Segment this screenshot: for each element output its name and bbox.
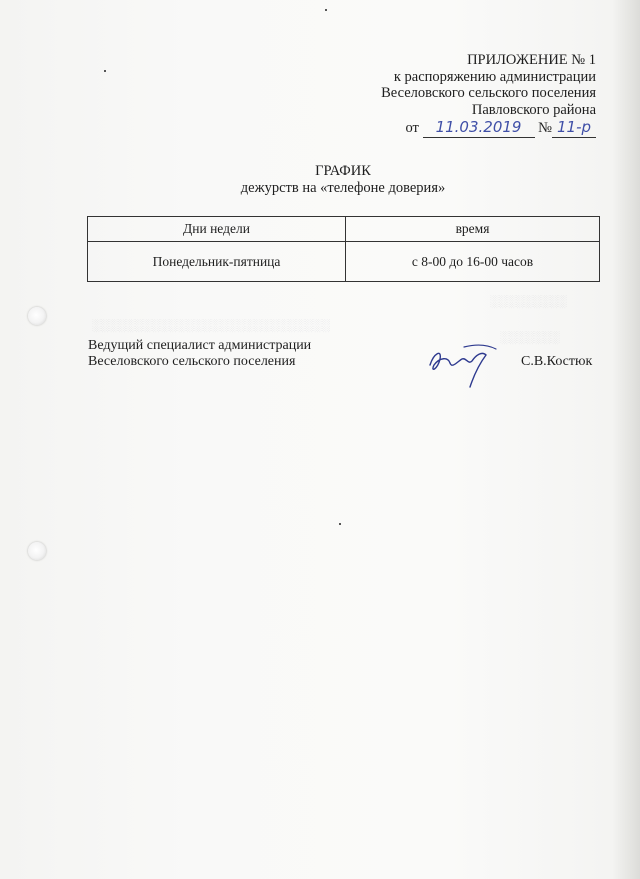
number-prefix: № — [538, 120, 552, 136]
schedule-table — [87, 216, 600, 282]
signatory-position — [88, 338, 311, 370]
appendix-header — [381, 52, 596, 138]
cell-time: с 8-00 до 16-00 часов — [346, 242, 600, 282]
table-row — [88, 242, 600, 282]
title-main: ГРАФИК — [315, 163, 371, 179]
appendix-date-line — [381, 119, 596, 138]
column-header-time: время — [346, 217, 600, 242]
number-handwritten: 11-р — [556, 118, 592, 136]
position-line-2: Веселовского сельского поселения — [88, 354, 296, 369]
speck — [325, 9, 327, 11]
speck — [104, 70, 106, 72]
table-header-row — [88, 217, 600, 242]
column-header-days: Дни недели — [88, 217, 346, 242]
date-handwritten: 11.03.2019 — [435, 118, 522, 136]
number-field — [552, 119, 596, 138]
appendix-settlement-line: Веселовского сельского поселения — [381, 85, 596, 101]
punch-hole-top — [28, 307, 46, 325]
appendix-number: ПРИЛОЖЕНИЕ № 1 — [467, 52, 596, 68]
speck — [339, 523, 341, 525]
document-title — [0, 163, 640, 197]
punch-hole-bottom — [28, 542, 46, 560]
title-subtitle: дежурств на «телефоне доверия» — [240, 180, 446, 196]
date-prefix: от — [405, 120, 419, 136]
appendix-order-line: к распоряжению администрации — [393, 68, 596, 85]
bleed-through-text: ░░░░░░░░░░░░░░░░░░░░░░░░░░░░ — [92, 318, 331, 332]
bleed-through-text: ░░░░░░░░░ — [490, 294, 567, 308]
cell-days: Понедельник-пятница — [88, 242, 346, 282]
page-edge-shadow — [612, 0, 640, 879]
position-line-1: Ведущий специалист администрации — [88, 338, 312, 353]
date-field — [423, 119, 535, 138]
signatory-name: С.В.Костюк — [521, 354, 593, 369]
handwritten-signature — [424, 335, 506, 391]
appendix-district-line: Павловского района — [471, 101, 596, 118]
bleed-through-text: ░░░░░░░ — [500, 330, 560, 344]
